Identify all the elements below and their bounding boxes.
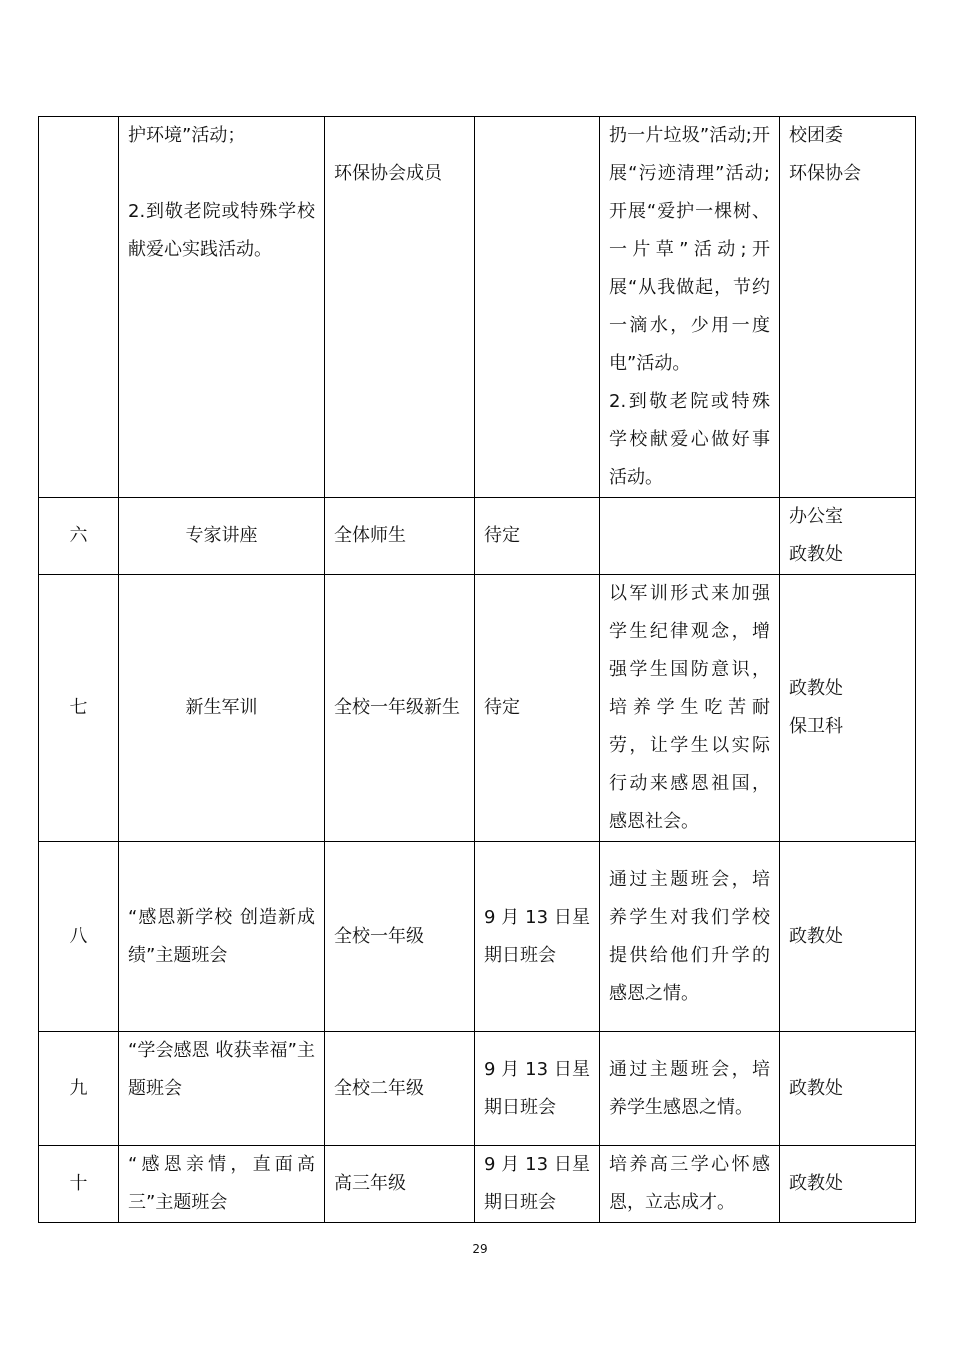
responsible-dept: 校团委 环保协会 (780, 117, 916, 498)
activity-time (475, 117, 600, 498)
activity-content: 通过主题班会，培养学生对我们学校提供给他们升学的感恩之情。 (600, 842, 780, 1032)
activity-name: “感恩亲情，直面高三”主题班会 (119, 1146, 325, 1223)
row-number: 七 (39, 575, 119, 842)
table-row (39, 498, 916, 575)
activity-time: 待定 (475, 575, 600, 842)
activity-time: 9 月 13 日星期日班会 (475, 842, 600, 1032)
table-row (39, 575, 916, 842)
activity-content: 扔一片垃圾”活动;开展“污迹清理”活动;开展“爱护一棵树、一片草”活动;开展“从我做起，节约一滴水，少用一度电”活动。 2.到敬老院或特殊学校献爱心做好事活动。 (600, 117, 780, 498)
responsible-dept: 政教处 (780, 842, 916, 1032)
activity-time: 待定 (475, 498, 600, 575)
row-number: 八 (39, 842, 119, 1032)
responsible-dept: 政教处 (780, 1032, 916, 1146)
participants: 全体师生 (325, 498, 475, 575)
activity-content: 通过主题班会，培养学生感恩之情。 (600, 1032, 780, 1146)
table-row (39, 1032, 916, 1146)
activity-content: 以军训形式来加强学生纪律观念，增强学生国防意识，培养学生吃苦耐劳，让学生以实际行动来感恩祖国，感恩社会。 (600, 575, 780, 842)
activity-name: “学会感恩 收获幸福”主题班会 (119, 1032, 325, 1146)
activity-name: 护环境”活动； 2.到敬老院或特殊学校献爱心实践活动。 (119, 117, 325, 498)
responsible-dept: 办公室 政教处 (780, 498, 916, 575)
row-number: 六 (39, 498, 119, 575)
activity-content: 培养高三学心怀感恩，立志成才。 (600, 1146, 780, 1223)
activity-time: 9 月 13 日星期日班会 (475, 1146, 600, 1223)
table-row (39, 1146, 916, 1223)
page-number: 29 (472, 1242, 488, 1256)
responsible-dept: 政教处 (780, 1146, 916, 1223)
participants: 环保协会成员 (325, 117, 475, 498)
row-number (39, 117, 119, 498)
activity-name: 新生军训 (119, 575, 325, 842)
table-row (39, 117, 916, 498)
participants: 全校二年级 (325, 1032, 475, 1146)
activity-name: 专家讲座 (119, 498, 325, 575)
activity-name: “感恩新学校 创造新成绩”主题班会 (119, 842, 325, 1032)
activity-table (38, 116, 916, 1223)
row-number: 十 (39, 1146, 119, 1223)
row-number: 九 (39, 1032, 119, 1146)
responsible-dept: 政教处 保卫科 (780, 575, 916, 842)
activity-content (600, 498, 780, 575)
participants: 高三年级 (325, 1146, 475, 1223)
activity-time: 9 月 13 日星期日班会 (475, 1032, 600, 1146)
table-row (39, 842, 916, 1032)
participants: 全校一年级 (325, 842, 475, 1032)
participants: 全校一年级新生 (325, 575, 475, 842)
